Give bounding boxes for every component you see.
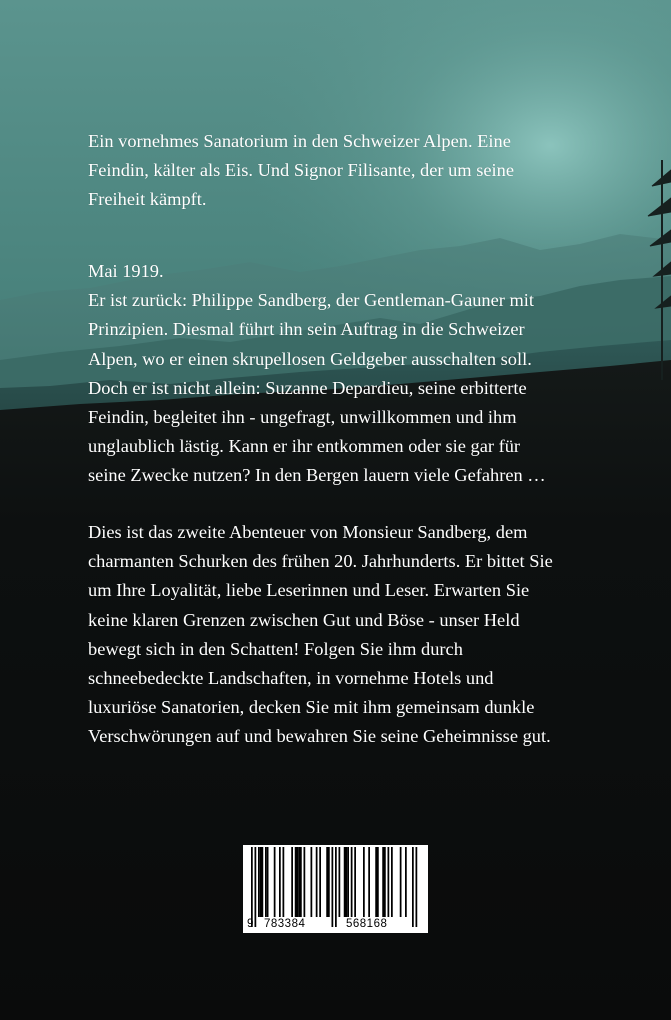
barcode-bar [339,847,341,917]
barcode-bar [295,847,297,917]
barcode-bar [388,847,390,917]
blurb-line: Er ist zurück: Philippe Sandberg, der Gentleman-Gauner mit [88,290,535,311]
barcode-bar [405,847,407,917]
barcode-bar [291,847,293,917]
barcode-bar [316,847,318,917]
blurb-paragraph-1 [88,127,588,215]
barcode-guard-bar [412,847,414,927]
blurb-line: luxuriöse Sanatorien, decken Sie mit ihm gemeinsam dunkle [88,697,535,718]
barcode-bar [265,847,267,917]
barcode-bar [262,847,264,917]
blurb-line: Alpen, wo er einen skrupellosen Geldgeber ausschalten soll. [88,348,532,369]
barcode-bar [258,847,260,917]
isbn-barcode [243,845,428,933]
barcode-bar [377,847,379,917]
barcode-bar [391,847,393,917]
barcode-bar [346,847,348,917]
barcode-guard-bar [335,847,337,927]
blurb-paragraph-3 [88,518,588,752]
date-line: Mai 1919. [88,261,164,281]
barcode-bar [311,847,313,917]
barcode-bar [297,847,299,917]
blurb-line: Ein vornehmes Sanatorium in den Schweizer Alpen. Eine [88,131,511,151]
blurb-line: charmanten Schurken des frühen 20. Jahrhunderts. Er bittet Sie [88,551,553,572]
blurb-line: Freiheit kämpft. [88,189,207,210]
barcode-bar [382,847,384,917]
barcode-bar [279,847,281,917]
barcode-guard-bar [416,847,418,927]
barcode-bar [274,847,276,917]
barcode-bar [368,847,370,917]
blurb-line: Feindin, kälter als Eis. Und Signor Filisante, der um seine [88,160,514,181]
barcode-bar [354,847,356,917]
isbn-left-group: 783384 [264,918,306,930]
blurb-line: keine klaren Grenzen zwischen Gut und Böse - unser Held [88,609,520,630]
barcode-guard-bar [332,847,334,927]
barcode-bar [300,847,302,917]
blurb-line: um Ihre Loyalität, liebe Leserinnen und Leser. Erwarten Sie [88,580,530,601]
blurb-line: Dies ist das zweite Abenteuer von Monsieur Sandberg, dem [88,522,528,542]
barcode-bar [298,847,300,917]
blurb-line: Verschwörungen auf und bewahren Sie seine Geheimnisse gut. [88,726,551,747]
blurb-line: Prinzipien. Diesmal führt ihn sein Auftrag in die Schweizer [88,319,525,340]
barcode-guard-bar [251,847,253,927]
isbn-digits [243,917,428,933]
barcode-bar [384,847,386,917]
barcode-bar [375,847,377,917]
blurb-line: bewegt sich in den Schatten! Folgen Sie ihm durch [88,638,463,659]
blurb-line: unglaublich lästig. Kann er ihr entkommen oder sie gar für [88,436,521,457]
barcode-bar [351,847,353,917]
barcode-bar [363,847,365,917]
blurb-paragraph-2 [88,257,588,491]
blurb-line: seine Zwecke nutzen? In den Bergen lauern viele Gefahren … [88,465,546,486]
barcode-bar [400,847,402,917]
blurb-line: schneebedeckte Landschaften, in vornehme Hotels und [88,668,494,689]
barcode-bar [347,847,349,917]
barcode-bar [267,847,269,917]
barcode-bar [344,847,346,917]
barcode-bar [319,847,321,917]
barcode-guard-bar [255,847,257,927]
barcode-bar [283,847,285,917]
barcode-bar [260,847,262,917]
blurb-line: Feindin, begleitet ihn - ungefragt, unwillkommen und ihm [88,407,517,428]
isbn-lead-digit: 9 [247,918,254,930]
barcode-bar [326,847,328,917]
barcode-bar [304,847,306,917]
barcode-bar [328,847,330,917]
blurb-line: Doch er ist nicht allein: Suzanne Depardieu, seine erbitterte [88,377,527,398]
isbn-right-group: 568168 [346,918,388,930]
